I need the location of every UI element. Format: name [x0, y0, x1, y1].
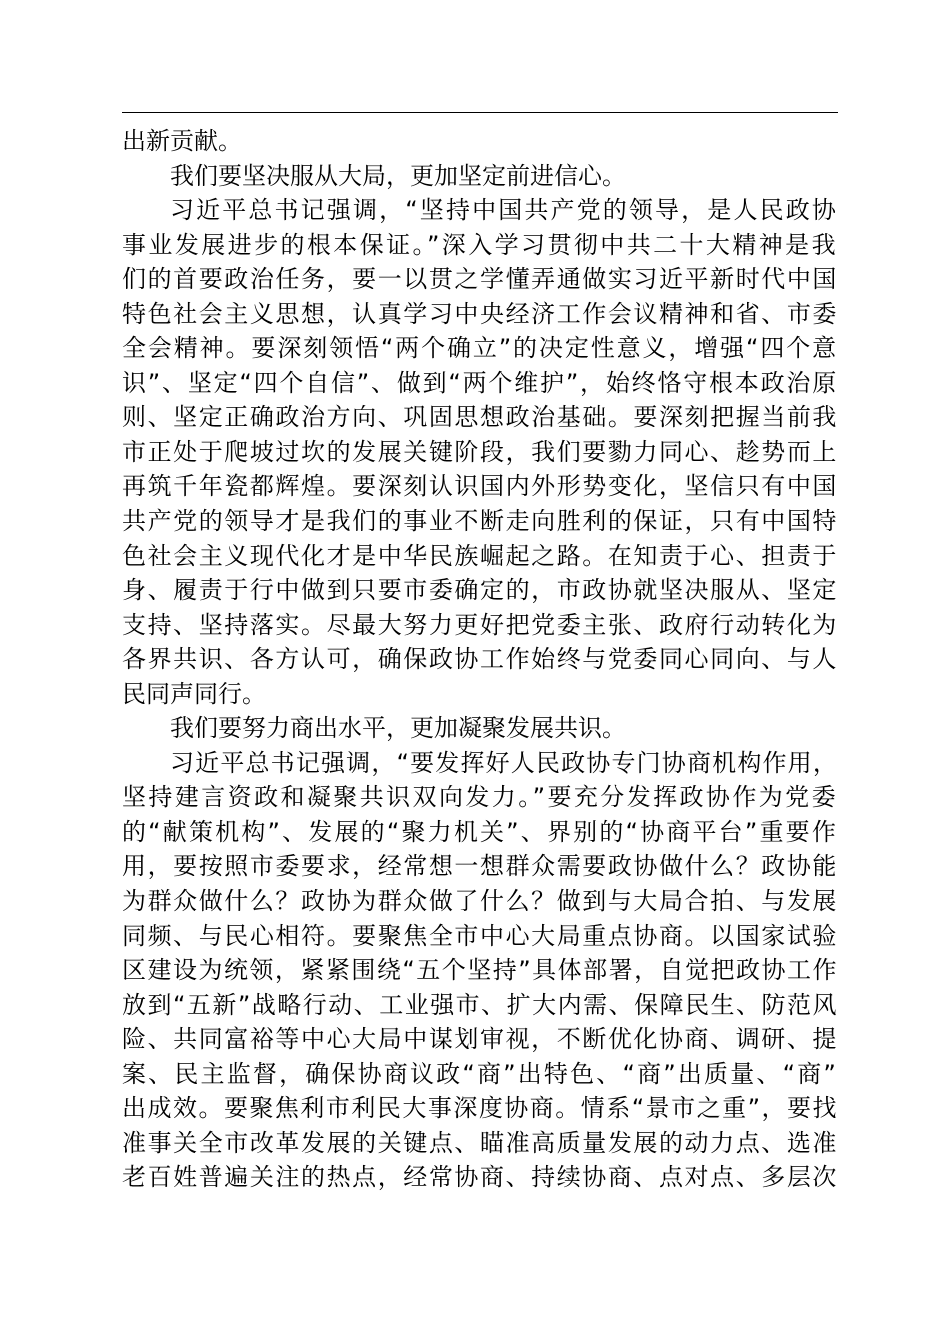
text-line: 各界共识、各方认可，确保政协工作始终与党委同心同向、与人	[122, 645, 838, 674]
text-line: 为群众做什么？政协为群众做了什么？做到与大局合拍、与发展	[122, 887, 838, 916]
text-line: 习近平总书记强调，“坚持中国共产党的领导，是人民政协	[170, 196, 838, 225]
text-line: 们的首要政治任务，要一以贯之学懂弄通做实习近平新时代中国	[122, 265, 838, 294]
text-line: 再筑千年瓷都辉煌。要深刻认识国内外形势变化，坚信只有中国	[122, 472, 838, 501]
text-line: 出新贡献。	[122, 127, 242, 155]
text-line: 支持、坚持落实。尽最大努力更好把党委主张、政府行动转化为	[122, 610, 838, 639]
document-body	[122, 124, 838, 1195]
text-line: 我们要坚决服从大局，更加坚定前进信心。	[170, 161, 626, 190]
text-line: 全会精神。要深刻领悟“两个确立”的决定性意义，增强“四个意	[122, 334, 838, 363]
text-line: 同频、与民心相符。要聚焦全市中心大局重点协商。以国家试验	[122, 921, 838, 950]
header-divider	[122, 112, 838, 113]
text-line: 准事关全市改革发展的关键点、瞄准高质量发展的动力点、选准	[122, 1128, 838, 1157]
text-line: 事业发展进步的根本保证。”深入学习贯彻中共二十大精神是我	[122, 230, 838, 259]
text-line: 坚持建言资政和凝聚共识双向发力。”要充分发挥政协作为党委	[122, 783, 838, 812]
text-line: 区建设为统领，紧紧围绕“五个坚持”具体部署，自觉把政协工作	[122, 956, 838, 985]
text-line: 老百姓普遍关注的热点，经常协商、持续协商、点对点、多层次	[122, 1163, 838, 1192]
text-line: 用，要按照市委要求，经常想一想群众需要政协做什么？政协能	[122, 852, 838, 881]
text-line: 放到“五新”战略行动、工业强市、扩大内需、保障民生、防范风	[122, 990, 838, 1019]
text-line: 则、坚定正确政治方向、巩固思想政治基础。要深刻把握当前我	[122, 403, 838, 432]
text-line: 民同声同行。	[122, 679, 266, 708]
text-line: 我们要努力商出水平，更加凝聚发展共识。	[170, 714, 626, 743]
text-line: 识”、坚定“四个自信”、做到“两个维护”，始终恪守根本政治原	[122, 368, 838, 397]
text-line: 身、履责于行中做到只要市委确定的，市政协就坚决服从、坚定	[122, 576, 838, 605]
text-line: 案、民主监督，确保协商议政“商”出特色、“商”出质量、“商”	[122, 1059, 838, 1088]
text-line: 险、共同富裕等中心大局中谋划审视，不断优化协商、调研、提	[122, 1025, 838, 1054]
text-line: 特色社会主义思想，认真学习中央经济工作会议精神和省、市委	[122, 299, 838, 328]
text-line: 共产党的领导才是我们的事业不断走向胜利的保证，只有中国特	[122, 507, 838, 536]
text-line: 的“献策机构”、发展的“聚力机关”、界别的“协商平台”重要作	[122, 817, 838, 846]
text-line: 习近平总书记强调，“要发挥好人民政协专门协商机构作用，	[170, 748, 838, 777]
text-line: 市正处于爬坡过坎的发展关键阶段，我们要勠力同心、趁势而上	[122, 437, 838, 466]
text-line: 出成效。要聚焦利市利民大事深度协商。情系“景市之重”，要找	[122, 1094, 838, 1123]
text-line: 色社会主义现代化才是中华民族崛起之路。在知责于心、担责于	[122, 541, 838, 570]
